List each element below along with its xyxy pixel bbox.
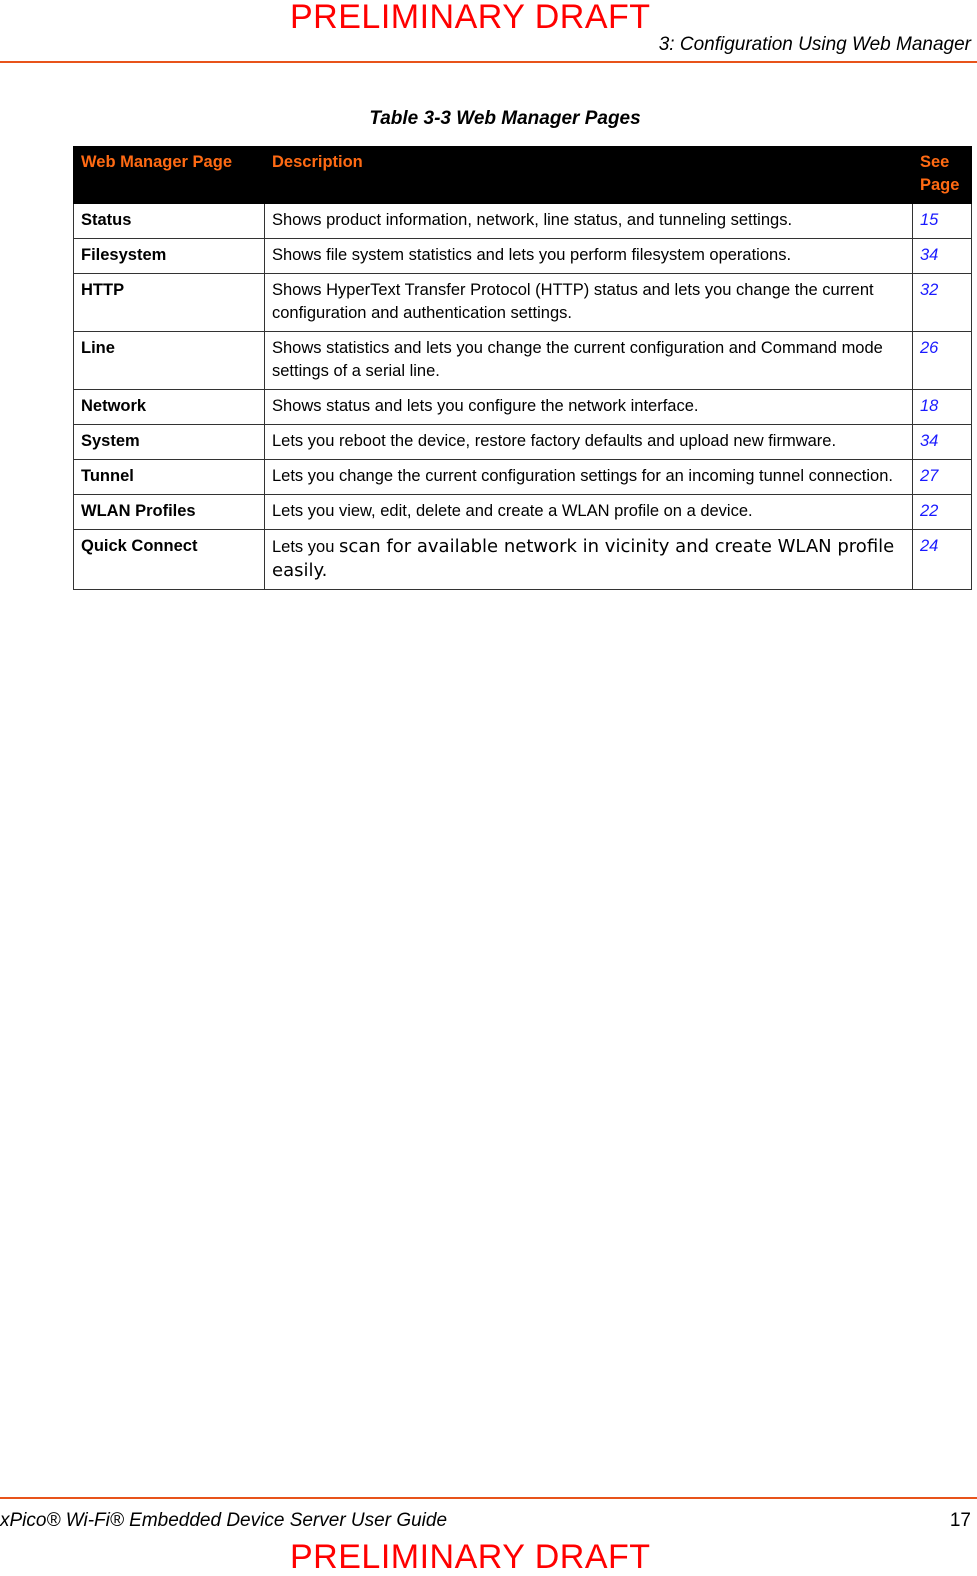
table-row: [74, 390, 972, 425]
cell-page-name: HTTP: [74, 274, 265, 332]
cell-description: Shows HyperText Transfer Protocol (HTTP) status and lets you change the current configuration and authentication settings.: [265, 274, 913, 332]
cell-description: [265, 530, 913, 590]
cell-page-link[interactable]: 32: [913, 274, 972, 332]
cell-page-name: Quick Connect: [74, 530, 265, 590]
table-header-row: [74, 147, 972, 204]
cell-description: Shows status and lets you configure the network interface.: [265, 390, 913, 425]
header-divider: [0, 61, 977, 63]
description-rest: scan for available network in vicinity and create WLAN profile easily.: [272, 536, 895, 581]
web-manager-pages-table: [73, 146, 972, 590]
cell-page-name: WLAN Profiles: [74, 495, 265, 530]
watermark-top: PRELIMINARY DRAFT: [290, 0, 651, 36]
cell-description: Lets you reboot the device, restore factory defaults and upload new firmware.: [265, 425, 913, 460]
column-header-see-page: See Page: [913, 147, 972, 204]
footer-page-number: 17: [949, 1510, 971, 1531]
table-row: [74, 332, 972, 390]
cell-description: Shows product information, network, line status, and tunneling settings.: [265, 204, 913, 239]
column-header-page: Web Manager Page: [74, 147, 265, 204]
cell-page-link[interactable]: 26: [913, 332, 972, 390]
cell-page-link[interactable]: 34: [913, 239, 972, 274]
cell-description: Lets you change the current configuration settings for an incoming tunnel connection.: [265, 460, 913, 495]
column-header-description: Description: [265, 147, 913, 204]
table-row: [74, 425, 972, 460]
table-row: [74, 274, 972, 332]
cell-page-name: Tunnel: [74, 460, 265, 495]
footer-document-title: xPico® Wi-Fi® Embedded Device Server User Guide: [0, 1510, 448, 1531]
table-row: [74, 495, 972, 530]
footer-divider: [0, 1497, 977, 1499]
table-caption: Table 3-3 Web Manager Pages: [369, 108, 641, 129]
description-prefix: Lets you: [272, 538, 339, 556]
cell-page-name: System: [74, 425, 265, 460]
watermark-bottom: PRELIMINARY DRAFT: [290, 1538, 651, 1576]
cell-page-name: Network: [74, 390, 265, 425]
cell-description: Shows file system statistics and lets you perform filesystem operations.: [265, 239, 913, 274]
cell-page-link[interactable]: 27: [913, 460, 972, 495]
table-row: [74, 239, 972, 274]
cell-page-name: Line: [74, 332, 265, 390]
cell-page-name: Status: [74, 204, 265, 239]
cell-page-link[interactable]: 24: [913, 530, 972, 590]
running-header: 3: Configuration Using Web Manager: [658, 34, 971, 55]
cell-page-name: Filesystem: [74, 239, 265, 274]
cell-description: Lets you view, edit, delete and create a WLAN profile on a device.: [265, 495, 913, 530]
cell-page-link[interactable]: 15: [913, 204, 972, 239]
table-row: [74, 460, 972, 495]
table-row: [74, 204, 972, 239]
cell-description: Shows statistics and lets you change the current configuration and Command mode settings of a serial line.: [265, 332, 913, 390]
cell-page-link[interactable]: 34: [913, 425, 972, 460]
cell-page-link[interactable]: 18: [913, 390, 972, 425]
cell-page-link[interactable]: 22: [913, 495, 972, 530]
table-row: [74, 530, 972, 590]
